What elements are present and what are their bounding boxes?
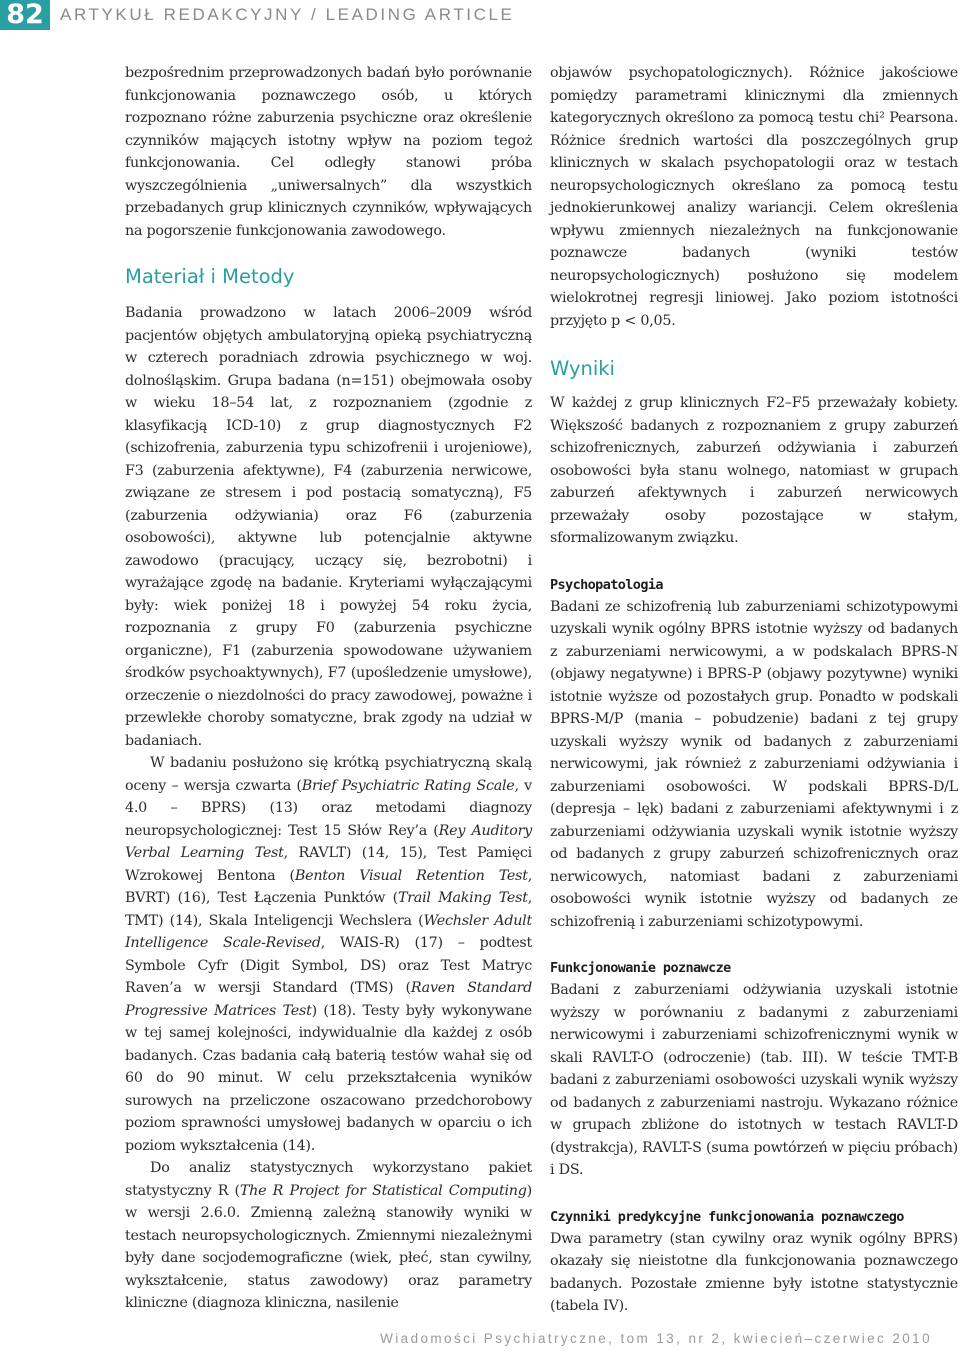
- left-column: [125, 62, 532, 1315]
- section-label: ARTYKUŁ REDAKCYJNY / LEADING ARTICLE: [60, 5, 515, 24]
- cognition-paragraph: Badani z zaburzeniami odżywiania uzyskali istotnie wyższy w porównaniu z badanymi z zaburzeniami nerwicowymi i zaburzeniami schizofrenicznymi wynik w skali RAVLT-O (odroczenie) (tab. III). W teście TMT-B badani z zaburzeniami osobowości uzyskali wynik wyższy od badanych z zaburzeniami nastroju. Wykazano różnice w grupach zbliżone do istotnych w testach RAVLT-D (dystrakcja), RAVLT-S (suma powtórzeń w pięciu próbach) i DS.: [550, 982, 958, 1178]
- psychopathology-heading: Psychopatologia: [550, 576, 663, 593]
- cognition-heading: Funkcjonowanie poznawcze: [550, 960, 731, 976]
- results-paragraph: W każdej z grup klinicznych F2–F5 przeważały kobiety. Większość badanych z rozpoznaniem z grupy zaburzeń schizofrenicznych, zaburzeń odżywiania i zaburzeń osobowości była stanu wolnego, natomiast w grupach zaburzeń afektywnych i zaburzeń nerwicowych przeważały osoby pozostające w stałym, sformalizowanym związku.: [550, 395, 958, 546]
- methods-paragraph-3: Do analiz statystycznych wykorzystano pakiet statystyczny R (The R Project for Statistical Computing) w wersji 2.6.0. Zmienną zależną stanowiły wyniki w testach neuropsychologicznych. Zmiennymi niezależnymi były dane socjodemograficzne (wiek, płeć, stan cywilny, wykształcenie, status zawodowy) oraz parametry kliniczne (diagnoza kliniczna, nasilenie: [125, 1160, 532, 1311]
- results-heading: Wyniki: [550, 357, 615, 380]
- psychopathology-paragraph: Badani ze schizofrenią lub zaburzeniami schizotypowymi uzyskali wynik ogólny BPRS istotnie wyższy od badanych z zaburzeniami nerwicowymi, a w podskalach BPRS-N (objawy negatywne) i BPRS-P (objawy pozytywne) wyniki istotnie wyższe od pozostałych grup. Ponadto w podskali BPRS-M/P (mania – pobudzenie) badani z tej grupy uzyskali wyższy wynik od badanych z zaburzeniami nerwicowymi, jak również z zaburzeniami odżywiania i zaburzeniami osobowości. W podskali BPRS-D/L (depresja – lęk) badani z zaburzeniami afektywnymi i z zaburzeniami odżywiania uzyskali wynik istotnie wyższy od badanych z grupy zaburzeń schizofrenicznych oraz nerwicowych, natomiast badani z zaburzeniami osobowości wynik istotnie wyższy od badanych ze schizofrenią i zaburzeniami schizotypowymi.: [550, 598, 958, 930]
- predictors-heading: Czynniki predykcyjne funkcjonowania poznawczego: [550, 1208, 904, 1225]
- page-number: 82: [0, 0, 50, 30]
- stats-paragraph: objawów psychopatologicznych). Różnice jakościowe pomiędzy parametrami klinicznymi dla zmiennych kategorycznych określono za pomocą testu chi² Pearsona. Różnice średnich wartości dla poszczególnych grup klinicznych w skalach psychopatologii oraz w testach neuropsychologicznych określano za pomocą testu jednokierunkowej analizy wariancji. Celem określenia wpływu zmiennych niezależnych na funkcjonowanie poznawcze badanych (wyniki testów neuropsychologicznych) posłużono się modelem wielokrotnej regresji liniowej. Jako poziom istotności przyjęto p < 0,05.: [550, 65, 958, 329]
- right-column: [550, 62, 958, 1318]
- journal-footer: Wiadomości Psychiatryczne, tom 13, nr 2, kwiecień–czerwiec 2010: [380, 1331, 932, 1346]
- page-header: [0, 0, 960, 34]
- methods-heading: Materiał i Metody: [125, 265, 295, 288]
- intro-paragraph: bezpośrednim przeprowadzonych badań było porównanie funkcjonowania poznawczego osób, u których rozpoznano różne zaburzenia psychiczne oraz określenie czynników mających istotny wpływ na poziom tegoż funkcjonowania. Cel odległy stanowi próba wyszczególnienia „uniwersalnych” dla wszystkich przebadanych grup klinicznych czynników, wpływających na pogorszenie funkcjonowania zawodowego.: [125, 65, 532, 239]
- methods-paragraph-2: W badaniu posłużono się krótką psychiatryczną skalą oceny – wersja czwarta (Brief Psychiatric Rating Scale, v 4.0 – BPRS) (13) oraz metodami diagnozy neuropsychologicznej: Test 15 Słów Rey’a (Rey Auditory Verbal Learning Test, RAVLT) (14, 15), Test Pamięci Wzrokowej Bentona (Benton Visual Retention Test, BVRT) (16), Test Łączenia Punktów (Trail Making Test, TMT) (14), Skala Inteligencji Wechslera (Wechsler Adult Intelligence Scale-Revised, WAIS-R) (17) – podtest Symbole Cyfr (Digit Symbol, DS) oraz Test Matryc Raven’a w wersji Standard (TMS) (Raven Standard Progressive Matrices Test) (18). Testy były wykonywane w tej samej kolejności, indywidualnie dla każdej z osób badanych. Czas badania całą baterią testów wahał się od 60 do 90 minut. W celu przekształcenia wyników surowych na przeliczone oszacowano przedchorobowy poziom sprawności umysłowej badanych w oparciu o ich poziom wykształcenia (14).: [125, 755, 533, 1154]
- predictors-paragraph: Dwa parametry (stan cywilny oraz wynik ogólny BPRS) okazały się nieistotne dla funkcjonowania poznawczego badanych. Pozostałe zmienne były istotne statystycznie (tabela IV).: [550, 1230, 958, 1314]
- methods-paragraph-1: Badania prowadzono w latach 2006–2009 wśród pacjentów objętych ambulatoryjną opieką psychiatryczną w czterech poradniach zdrowia psychicznego w woj. dolnośląskim. Grupa badana (n=151) obejmowała osoby w wieku 18–54 lat, z rozpoznaniem (zgodnie z klasyfikacją ICD-10) z grup diagnostycznych F2 (schizofrenia, zaburzenia typu schizofrenii i urojeniowe), F3 (zaburzenia afektywne), F4 (zaburzenia nerwicowe, związane ze stresem i pod postacią somatyczną), F5 (zaburzenia odżywiania) oraz F6 (zaburzenia osobowości), aktywne lub potencjalnie aktywne zawodowo (pracujący, uczący się, bezrobotni) i wyrażające zgodę na badanie. Kryteriami wyłączającymi były: wiek poniżej 18 i powyżej 54 roku życia, rozpoznania z grupy F0 (zaburzenia psychiczne organiczne), F1 (zaburzenia spowodowane używaniem środków psychoaktywnych), F7 (upośledzenie umysłowe), orzeczenie o niezdolności do pracy zawodowej, poważne i przewlekłe choroby somatyczne, brak zgody na udział w badaniach.: [125, 305, 532, 749]
